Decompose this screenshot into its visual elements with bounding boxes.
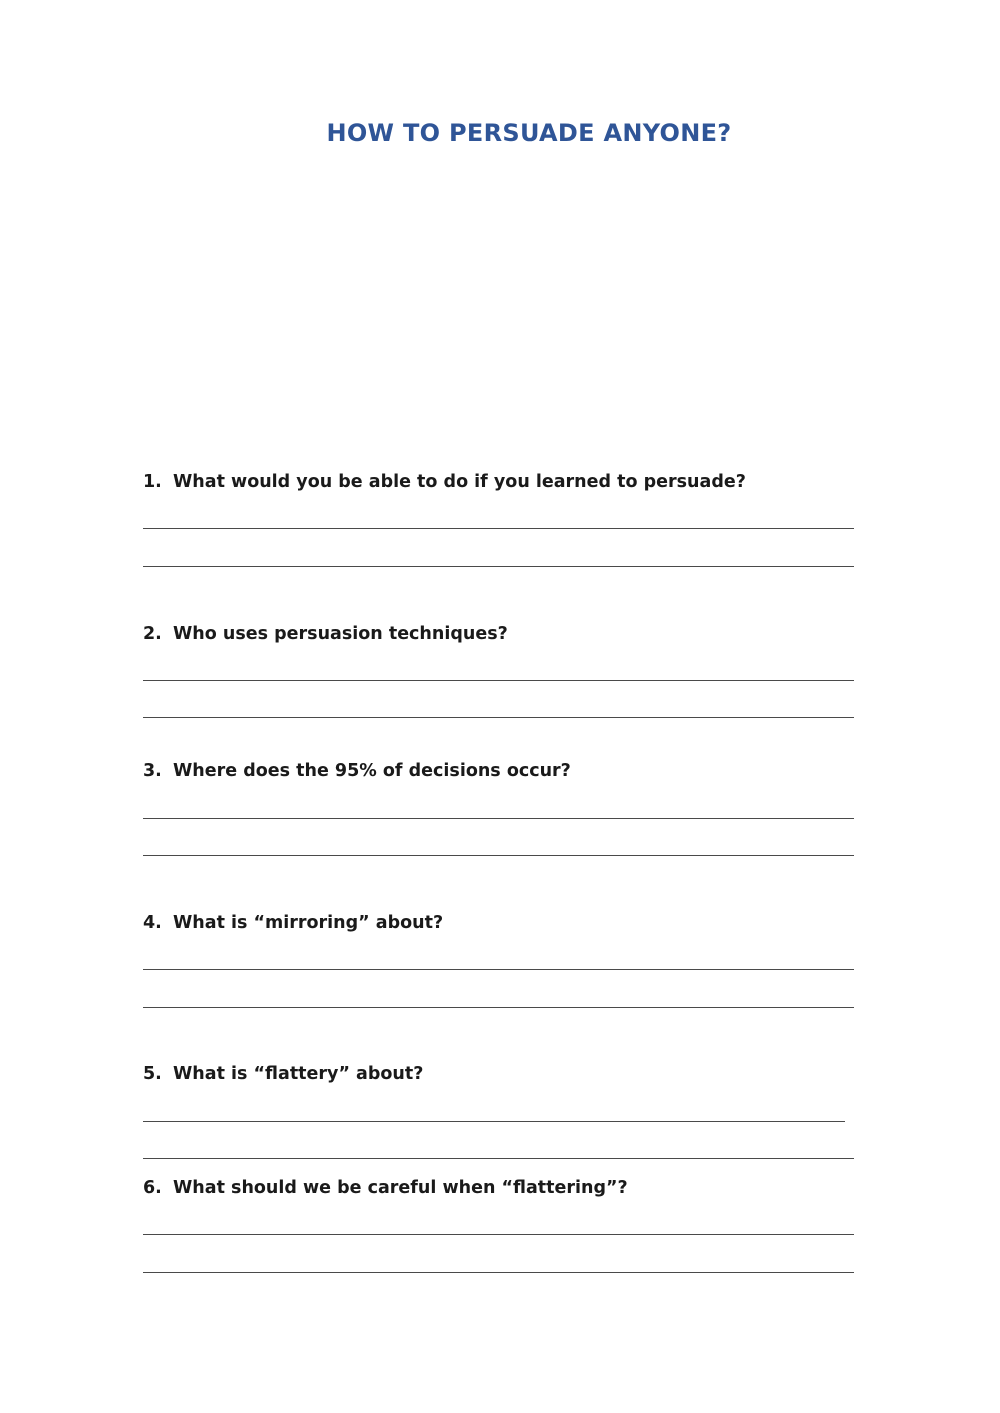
- answer-line-4b[interactable]: [143, 1007, 854, 1008]
- question-number: 6.: [143, 1178, 162, 1198]
- answer-line-6a[interactable]: [143, 1234, 854, 1235]
- question-2: [143, 624, 508, 644]
- answer-line-3b[interactable]: [143, 855, 854, 856]
- answer-line-2b[interactable]: [143, 717, 854, 718]
- question-text: Where does the 95% of decisions occur?: [173, 761, 571, 781]
- answer-line-5b[interactable]: [143, 1158, 854, 1159]
- question-6: [143, 1178, 628, 1198]
- answer-line-4a[interactable]: [143, 969, 854, 970]
- worksheet-title: HOW TO PERSUADE ANYONE?: [326, 119, 732, 147]
- question-number: 4.: [143, 913, 162, 933]
- question-text: Who uses persuasion techniques?: [173, 624, 508, 644]
- answer-line-5a[interactable]: [143, 1121, 845, 1122]
- question-text: What should we be careful when “flattering”?: [173, 1178, 628, 1198]
- question-text: What would you be able to do if you learned to persuade?: [173, 472, 746, 492]
- answer-line-6b[interactable]: [143, 1272, 854, 1273]
- answer-line-3a[interactable]: [143, 818, 854, 819]
- answer-line-1a[interactable]: [143, 528, 854, 529]
- question-number: 5.: [143, 1064, 162, 1084]
- question-text: What is “flattery” about?: [173, 1064, 424, 1084]
- answer-line-1b[interactable]: [143, 566, 854, 567]
- question-number: 2.: [143, 624, 162, 644]
- answer-line-2a[interactable]: [143, 680, 854, 681]
- question-text: What is “mirroring” about?: [173, 913, 444, 933]
- question-5: [143, 1064, 423, 1084]
- question-4: [143, 913, 443, 933]
- question-number: 3.: [143, 761, 162, 781]
- question-number: 1.: [143, 472, 162, 492]
- question-1: [143, 472, 746, 492]
- question-3: [143, 761, 571, 781]
